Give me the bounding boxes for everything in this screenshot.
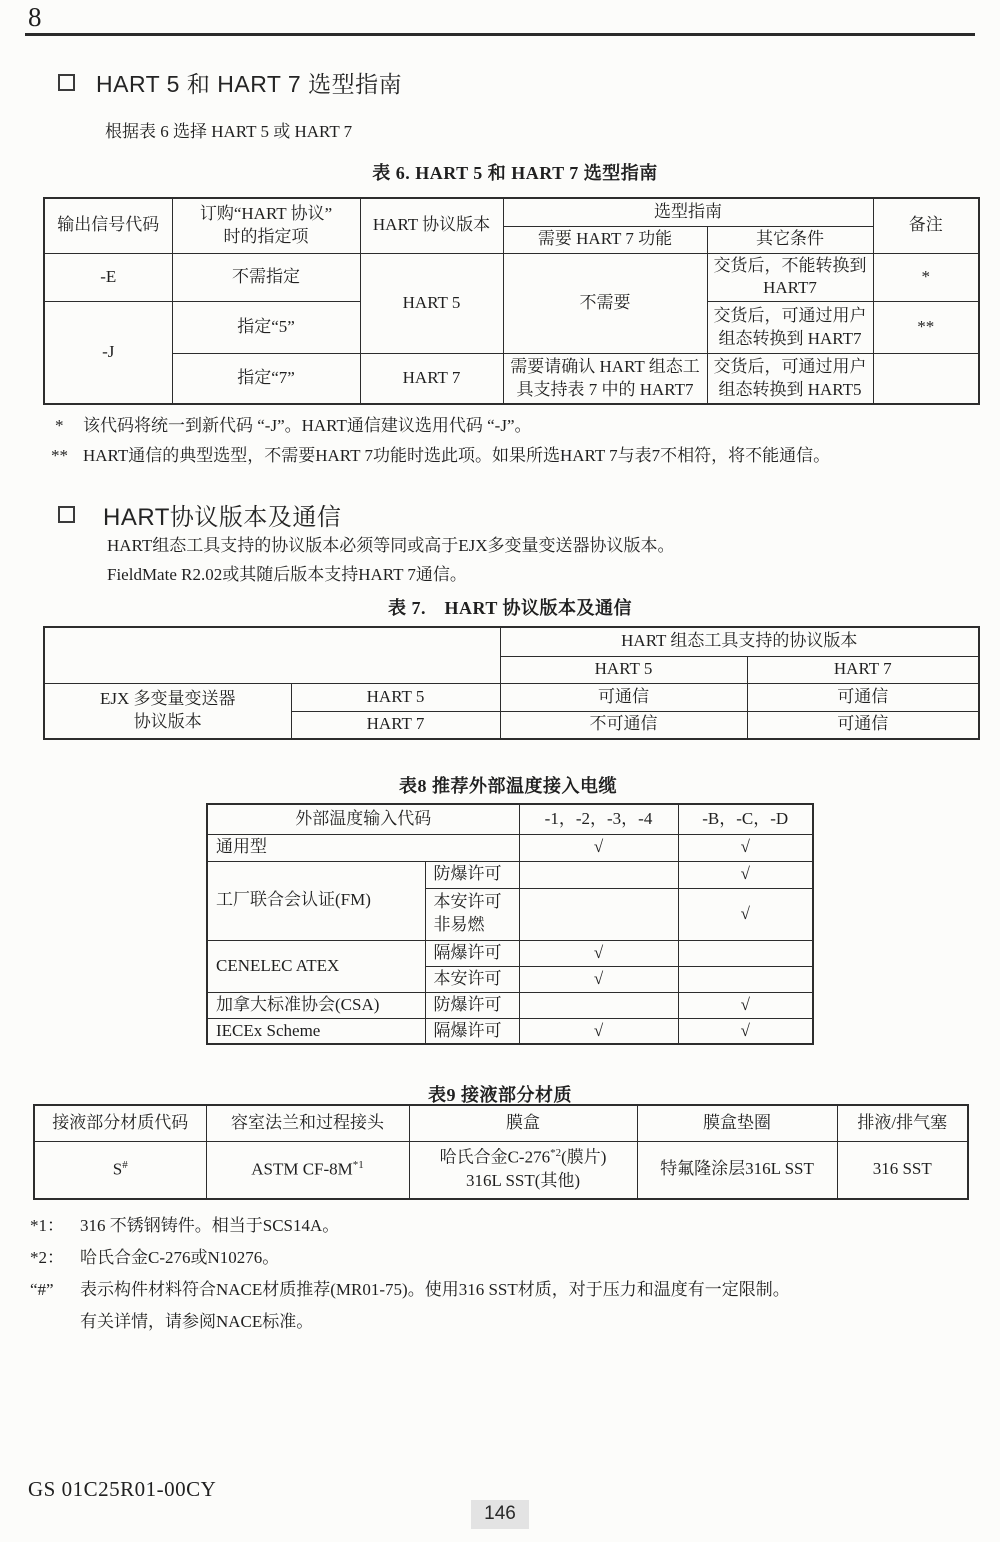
- table6-header-protocol-version: HART 协议版本: [360, 198, 503, 253]
- table9-cell-plug: 316 SST: [837, 1141, 968, 1199]
- footnote-marker: *: [55, 416, 64, 435]
- section2-title: HART协议版本及通信: [103, 504, 342, 531]
- table6-cell-e-other: 交货后，不能转换到HART7: [707, 253, 873, 302]
- table8-iecex-label: 隔爆许可: [425, 1018, 519, 1044]
- table8-atex-row1-label: 隔爆许可: [425, 940, 519, 966]
- capsule-material-line2: 316L SST(其他): [465, 1171, 581, 1191]
- footnote-marker: “#”: [30, 1280, 54, 1299]
- table8-check-cell: [519, 888, 678, 940]
- table6-cell-j5-spec: 指定“5”: [172, 302, 360, 354]
- table6-header-output-code: 输出信号代码: [44, 198, 172, 253]
- table8-check-cell: √: [519, 1018, 678, 1044]
- table8-group-iecex: IECEx Scheme: [207, 1018, 425, 1044]
- table6-header-spec-line2: 时的指定项: [223, 226, 309, 246]
- table6-cell-e-spec: 不需指定: [172, 253, 360, 302]
- table8-caption: 表8 推荐外部温度接入电缆: [399, 776, 617, 796]
- table8-header-input-code: 外部温度输入代码: [207, 804, 519, 834]
- table6-footnotes: [51, 412, 975, 469]
- table6-cell-j7-other: 交货后，可通过用户组态转换到 HART5: [707, 354, 873, 404]
- table9-header-flange: 容室法兰和过程接头: [206, 1105, 409, 1141]
- table7-row2-label: HART 7: [291, 711, 500, 739]
- table7-row1-hart5-status: 可通信: [500, 683, 747, 711]
- page-number-top: 8: [28, 2, 42, 32]
- table6-header-spec-line1: 订购“HART 协议”: [199, 203, 333, 223]
- square-bullet-icon: [58, 74, 75, 91]
- table6-hart-selection: [43, 197, 980, 405]
- table8-check-cell: [519, 861, 678, 888]
- capsule-material-line1-rest: (膜片): [561, 1148, 607, 1168]
- table6-cell-j7-note: [873, 354, 979, 404]
- table8-check-cell: [519, 992, 678, 1018]
- table6-cell-no-need: 不需要: [503, 253, 707, 354]
- footnote-text: 哈氏合金C-276或N10276。: [80, 1248, 280, 1267]
- flange-material-sup: *1: [352, 1158, 364, 1171]
- table6-cell-j5-note: **: [873, 302, 979, 354]
- table6-header-selection-guide: 选型指南: [503, 198, 873, 226]
- footnote-marker: *1：: [30, 1216, 64, 1235]
- table7-caption: 表 7. HART 协议版本及通信: [387, 598, 633, 618]
- table8-group-csa: 加拿大标准协会(CSA): [207, 992, 425, 1018]
- table8-check-cell: √: [519, 940, 678, 966]
- table8-row-general-label: 通用型: [207, 834, 519, 861]
- table6-header-other-conditions: 其它条件: [707, 226, 873, 253]
- flange-material: ASTM CF-8M: [251, 1159, 353, 1179]
- table7-row-group-ejx: [44, 683, 291, 739]
- table7-corner-empty-cell: [44, 627, 500, 683]
- table6-caption: 表 6. HART 5 和 HART 7 选型指南: [372, 163, 658, 183]
- table9-cell-code: [34, 1141, 206, 1199]
- table7-row-group-line1: EJX 多变量变送器: [99, 688, 236, 708]
- table8-check-cell: √: [678, 834, 813, 861]
- table9-cell-flange: [206, 1141, 409, 1199]
- section2-heading: [58, 497, 341, 532]
- table7-header-tool-versions: HART 组态工具支持的协议版本: [500, 627, 979, 656]
- table7-row2-hart7-status: 可通信: [747, 711, 979, 739]
- table7-row-group-line2: 协议版本: [133, 711, 202, 731]
- table9-cell-gasket: 特氟隆涂层316L SST: [637, 1141, 837, 1199]
- section1-heading: [58, 66, 402, 99]
- table8-fm-row2-label: [425, 888, 519, 940]
- table8-fm-row2-line1: 本安许可: [433, 892, 502, 912]
- table6-cell-e-note: *: [873, 253, 979, 302]
- table9-wetted-materials: [33, 1104, 969, 1200]
- table8-check-cell: [678, 940, 813, 966]
- table6-header-remarks: 备注: [873, 198, 979, 253]
- table6-header-spec-item: [172, 198, 360, 253]
- section2-body-line2: FieldMate R2.02或其随后版本支持HART 7通信。: [107, 565, 467, 584]
- table8-fm-row1-label: 防爆许可: [425, 861, 519, 888]
- table8-check-cell: √: [678, 888, 813, 940]
- capsule-material-line1: 哈氏合金C-276: [439, 1148, 551, 1168]
- table7-protocol-communication: [43, 626, 980, 740]
- table7-header-hart5: HART 5: [500, 656, 747, 683]
- table9-header-plug: 排液/排气塞: [837, 1105, 968, 1141]
- section2-body-line1: HART组态工具支持的协议版本必须等同或高于EJX多变量变送器协议版本。: [107, 536, 675, 555]
- table8-check-cell: √: [678, 1018, 813, 1044]
- table9-cell-capsule: [409, 1141, 637, 1199]
- footnote-text: 316 不锈钢铸件。相当于SCS14A。: [80, 1216, 340, 1235]
- square-bullet-icon: [58, 506, 75, 523]
- table7-row1-hart7-status: 可通信: [747, 683, 979, 711]
- table8-header-codes-1234: -1，-2，-3，-4: [519, 804, 678, 834]
- header-rule: [25, 33, 975, 36]
- table8-check-cell: √: [519, 834, 678, 861]
- table6-cell-code-e: -E: [44, 253, 172, 302]
- table8-temperature-cable: [206, 803, 814, 1045]
- table9-footnotes: [30, 1213, 975, 1335]
- table8-group-fm: 工厂联合会认证(FM): [207, 861, 425, 940]
- table8-check-cell: √: [678, 992, 813, 1018]
- table9-header-material-code: 接液部分材质代码: [34, 1105, 206, 1141]
- table9-header-gasket: 膜盒垫圈: [637, 1105, 837, 1141]
- table8-fm-row2-line2: 非易燃: [433, 915, 485, 934]
- material-code-sup: #: [122, 1158, 128, 1171]
- table8-csa-label: 防爆许可: [425, 992, 519, 1018]
- footer-page-number-wrap: [0, 1500, 1000, 1529]
- table6-cell-j7-spec: 指定“7”: [172, 354, 360, 404]
- table6-header-need-hart7: 需要 HART 7 功能: [503, 226, 707, 253]
- table8-header-codes-bcd: -B，-C，-D: [678, 804, 813, 834]
- document-code: GS 01C25R01-00CY: [28, 1477, 217, 1501]
- table7-header-hart7: HART 7: [747, 656, 979, 683]
- footnote-text: 该代码将统一到新代码 “-J”。HART通信建议选用代码 “-J”。: [83, 416, 532, 435]
- table8-group-atex: CENELEC ATEX: [207, 940, 425, 992]
- table8-check-cell: [678, 966, 813, 992]
- table8-check-cell: √: [678, 861, 813, 888]
- table7-row2-hart5-status: 不可通信: [500, 711, 747, 739]
- footnote-marker: [30, 1309, 80, 1335]
- table8-check-cell: √: [519, 966, 678, 992]
- table6-cell-hart7: HART 7: [360, 354, 503, 404]
- footnote-marker: *2：: [30, 1248, 64, 1267]
- page-number-bottom: 146: [471, 1500, 529, 1529]
- footnote-marker: **: [51, 446, 68, 465]
- section2-body: [107, 531, 987, 589]
- footnote-text: 表示构件材料符合NACE材质推荐(MR01-75)。使用316 SST材质，对于压力和温度有一定限制。: [80, 1280, 790, 1299]
- section1-title: HART 5 和 HART 7 选型指南: [96, 71, 403, 97]
- table6-cell-hart5: HART 5: [360, 253, 503, 354]
- table6-cell-j7-need: 需要请确认 HART 组态工具支持表 7 中的 HART7: [503, 354, 707, 404]
- footnote-text: HART通信的典型选型，不需要HART 7功能时选此项。如果所选HART 7与表7不相符，将不能通信。: [83, 446, 831, 465]
- capsule-material-sup: *2: [550, 1147, 562, 1160]
- material-code: S: [112, 1159, 123, 1179]
- table9-header-capsule: 膜盒: [409, 1105, 637, 1141]
- table8-atex-row2-label: 本安许可: [425, 966, 519, 992]
- table9-caption: 表9 接液部分材质: [428, 1085, 572, 1105]
- table6-cell-code-j: -J: [44, 302, 172, 404]
- table7-row1-label: HART 5: [291, 683, 500, 711]
- section1-intro: 根据表 6 选择 HART 5 或 HART 7: [105, 122, 353, 141]
- footnote-text: 有关详情，请参阅NACE标准。: [80, 1312, 314, 1331]
- table6-cell-j5-other: 交货后，可通过用户组态转换到 HART7: [707, 302, 873, 354]
